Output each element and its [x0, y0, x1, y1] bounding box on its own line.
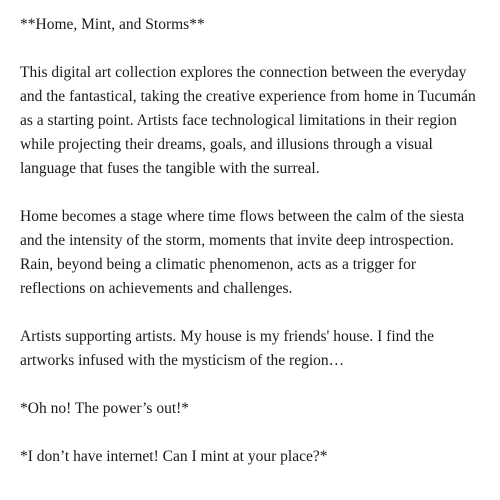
- quote-power-out: *Oh no! The power’s out!*: [20, 400, 190, 417]
- document-title: **Home, Mint, and Storms**: [20, 16, 205, 33]
- paragraph-home-storm: Home becomes a stage where time flows between the calm of the siesta and the intensity of the storm, moments that invite deep introspection. Rain, beyond being a climatic phenomenon, acts as a trigger for reflections on achievements and challenges.: [20, 208, 465, 297]
- document-body: [20, 13, 482, 469]
- quote-no-internet: *I don’t have internet! Can I mint at your place?*: [20, 448, 328, 465]
- paragraph-artists: Artists supporting artists. My house is my friends' house. I find the artworks infused with the mysticism of the region…: [20, 328, 434, 369]
- paragraph-intro: This digital art collection explores the connection between the everyday and the fantastical, taking the creative experience from home in Tucumán as a starting point. Artists face technological limitations in their region while projecting their dreams, goals, and illusions through a visual language that fuses the tangible with the surreal.: [20, 64, 476, 177]
